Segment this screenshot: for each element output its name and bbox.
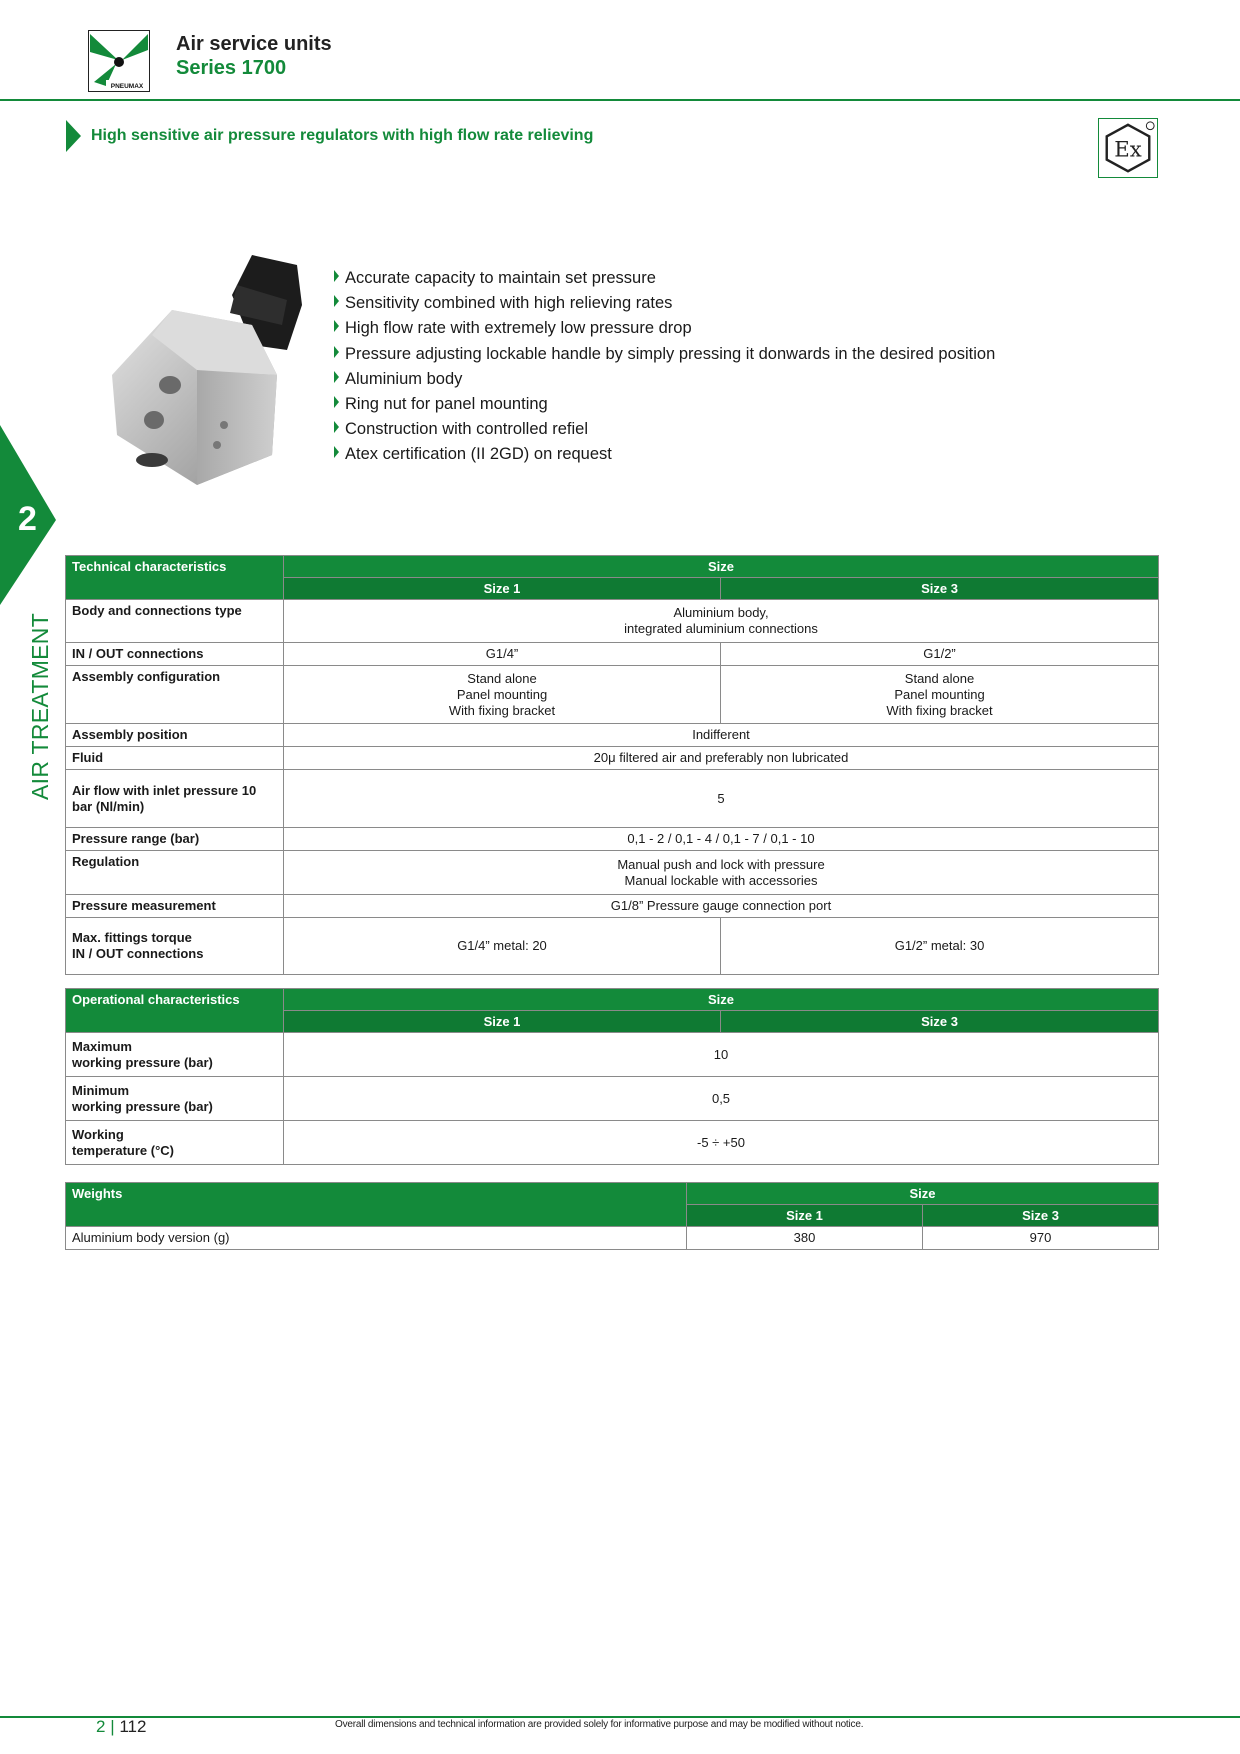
- chapter-number: 2: [18, 500, 37, 538]
- bullet-arrow-icon: [334, 270, 339, 282]
- product-image: [112, 255, 322, 505]
- row-label: Working temperature (°C): [66, 1121, 284, 1165]
- feature-item: Atex certification (II 2GD) on request: [334, 442, 995, 467]
- row-label: Minimum working pressure (bar): [66, 1077, 284, 1121]
- page-title: Air service units: [176, 33, 332, 55]
- row-value: 10: [284, 1033, 1159, 1077]
- feature-item: Accurate capacity to maintain set pressure: [334, 266, 995, 291]
- row-value: G1/2”: [721, 643, 1159, 666]
- chapter-label: AIR TREATMENT: [27, 612, 53, 800]
- bullet-arrow-icon: [334, 396, 339, 408]
- row-value: Aluminium body, integrated aluminium connections: [284, 600, 1159, 643]
- page-subtitle: Series 1700: [176, 57, 287, 79]
- operational-characteristics-table: [65, 988, 1159, 1165]
- svg-text:PNEUMAX: PNEUMAX: [110, 83, 144, 90]
- row-value: 5: [284, 770, 1159, 828]
- chapter-number-footer: 2: [96, 1717, 106, 1736]
- bullet-arrow-icon: [334, 371, 339, 383]
- row-value: 20μ filtered air and preferably non lubricated: [284, 747, 1159, 770]
- svg-text:Ex: Ex: [1114, 137, 1142, 163]
- row-label: Aluminium body version (g): [66, 1227, 687, 1250]
- pneumax-logo: [88, 30, 150, 92]
- row-label: Body and connections type: [66, 600, 284, 643]
- row-label: Regulation: [66, 851, 284, 895]
- row-value: G1/2” metal: 30: [721, 918, 1159, 975]
- size1-header: Size 1: [284, 578, 721, 600]
- row-label: Air flow with inlet pressure 10 bar (Nl/min): [66, 770, 284, 828]
- row-label: Maximum working pressure (bar): [66, 1033, 284, 1077]
- page-number: 2 | 112: [96, 1717, 147, 1736]
- size-header: Size: [687, 1183, 1159, 1205]
- feature-item: Aluminium body: [334, 367, 995, 392]
- size-header: Size: [284, 989, 1159, 1011]
- row-value: Stand alone Panel mounting With fixing bracket: [284, 666, 721, 724]
- row-label: Fluid: [66, 747, 284, 770]
- feature-item: High flow rate with extremely low pressure drop: [334, 316, 995, 341]
- row-label: Pressure range (bar): [66, 828, 284, 851]
- row-value: 0,5: [284, 1077, 1159, 1121]
- feature-item: Pressure adjusting lockable handle by simply pressing it donwards in the desired position: [334, 342, 995, 367]
- header-divider: [0, 99, 1240, 101]
- row-value: 0,1 - 2 / 0,1 - 4 / 0,1 - 7 / 0,1 - 10: [284, 828, 1159, 851]
- table-header-label: Weights: [66, 1183, 687, 1227]
- feature-item: Construction with controlled refiel: [334, 417, 995, 442]
- row-label: Assembly configuration: [66, 666, 284, 724]
- row-value: G1/8” Pressure gauge connection port: [284, 895, 1159, 918]
- row-value: G1/4”: [284, 643, 721, 666]
- size1-header: Size 1: [284, 1011, 721, 1033]
- row-value: 380: [687, 1227, 923, 1250]
- table-header-label: Technical characteristics: [66, 556, 284, 600]
- size1-header: Size 1: [687, 1205, 923, 1227]
- feature-item: Sensitivity combined with high relieving rates: [334, 291, 995, 316]
- bullet-arrow-icon: [334, 446, 339, 458]
- bullet-arrow-icon: [334, 346, 339, 358]
- bullet-arrow-icon: [334, 320, 339, 332]
- weights-table: [65, 1182, 1159, 1250]
- row-value: Stand alone Panel mounting With fixing bracket: [721, 666, 1159, 724]
- footer-divider: [0, 1716, 1240, 1718]
- footer-disclaimer: Overall dimensions and technical information are provided solely for informative purpose and may be modified without notice.: [335, 1719, 864, 1730]
- row-value: Manual push and lock with pressure Manual lockable with accessories: [284, 851, 1159, 895]
- atex-ex-icon: [1098, 118, 1158, 178]
- page-number-value: 112: [119, 1717, 147, 1736]
- row-label: Assembly position: [66, 724, 284, 747]
- table-header-label: Operational characteristics: [66, 989, 284, 1033]
- feature-item: Ring nut for panel mounting: [334, 392, 995, 417]
- section-arrow-icon: [66, 120, 81, 152]
- size3-header: Size 3: [923, 1205, 1159, 1227]
- bullet-arrow-icon: [334, 295, 339, 307]
- technical-characteristics-table: [65, 555, 1159, 975]
- section-title: High sensitive air pressure regulators with high flow rate relieving: [91, 127, 594, 144]
- row-label: Pressure measurement: [66, 895, 284, 918]
- row-label: Max. fittings torque IN / OUT connections: [66, 918, 284, 975]
- size3-header: Size 3: [721, 1011, 1159, 1033]
- row-value: Indifferent: [284, 724, 1159, 747]
- size-header: Size: [284, 556, 1159, 578]
- bullet-arrow-icon: [334, 421, 339, 433]
- size3-header: Size 3: [721, 578, 1159, 600]
- feature-list: [334, 266, 995, 468]
- row-value: -5 ÷ +50: [284, 1121, 1159, 1165]
- row-value: 970: [923, 1227, 1159, 1250]
- row-label: IN / OUT connections: [66, 643, 284, 666]
- row-value: G1/4” metal: 20: [284, 918, 721, 975]
